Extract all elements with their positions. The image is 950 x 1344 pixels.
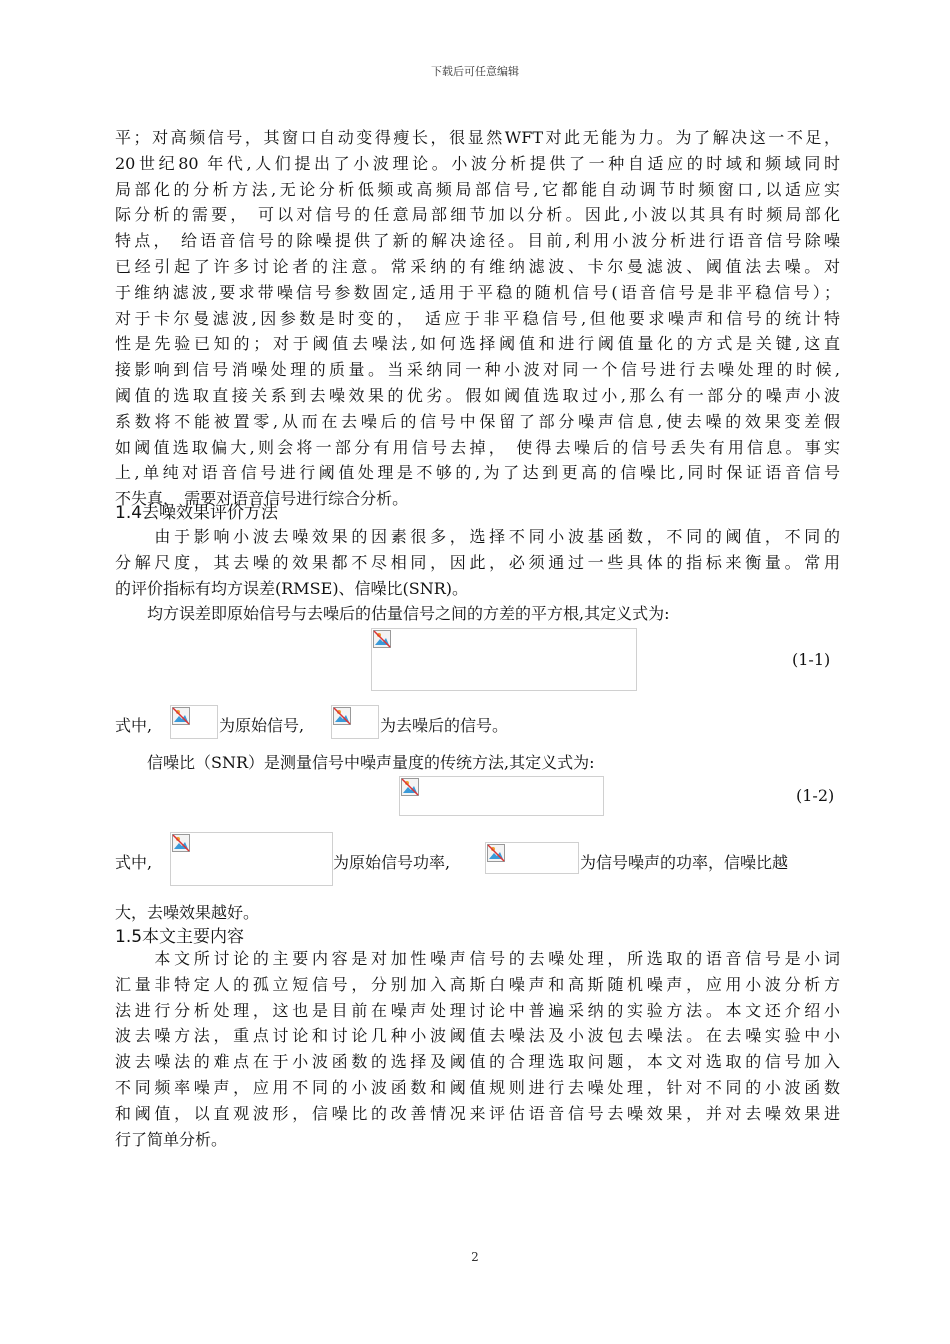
section-heading-1-5: 1.5本文主要内容: [115, 927, 245, 947]
para5-line: 法进行分析处理，这也是目前在噪声处理讨论中普遍采纳的实验方法。本文还介绍小: [115, 1000, 840, 1020]
para1-line: 性是先验已知的；对于阈值去噪法,如何选择阈值和进行阈值量化的方式是关键,这直: [115, 334, 840, 354]
para1-line: 阈值的选取直接关系到去噪效果的优劣。假如阈值选取过小,那么有一部分的噪声小波: [115, 385, 840, 405]
para1-line: 际分析的需要， 可以对信号的任意局部细节加以分析。因此,小波以其具有时频局部化: [115, 205, 840, 225]
para2-line: 分解尺度，其去噪的效果都不尽相同，因此，必须通过一些具体的指标来衡量。常用: [115, 552, 840, 572]
para5-line: 不同频率噪声，应用不同的小波函数和阈值规则进行去噪处理，针对不同的小波函数: [115, 1077, 840, 1097]
signal-power-symbol-image: [170, 832, 333, 886]
para1-line: 局部化的分析方法,无论分析低频或高频局部信号,它都能自动调节时频窗口,以适应实: [115, 179, 840, 199]
para5-line: 和阈值，以直观波形，信噪比的改善情况来评估语音信号去噪效果，并对去噪效果进: [115, 1103, 840, 1123]
para5-line: 波去噪方法，重点讨论和讨论几种小波阈值去噪法及小波包去噪法。在去噪实验中小: [115, 1026, 840, 1046]
broken-image-icon: [333, 707, 351, 725]
broken-image-icon: [401, 778, 419, 796]
para1-line: 于维纳滤波,要求带噪信号参数固定,适用于平稳的随机信号(语音信号是非平稳信号）；: [115, 282, 840, 302]
paragraph-evaluation: [115, 524, 840, 601]
section-heading-1-4: 1.4去噪效果评价方法: [115, 503, 279, 523]
para1-line: 接影响到信号消噪处理的质量。当采纳同一种小波对同一个信号进行去噪处理的时候,: [115, 360, 840, 380]
para5-line: 行了简单分析。: [115, 1129, 228, 1149]
equation-2-image: [399, 776, 604, 816]
where-1-middle: 为原始信号,: [219, 716, 305, 735]
where-2-prefix: 式中,: [115, 853, 153, 872]
para2-line: 的评价指标有均方误差(RMSE)、信噪比(SNR)。: [115, 578, 469, 598]
snr-definition-text: 信噪比（SNR）是测量信号中噪声量度的传统方法,其定义式为:: [115, 753, 595, 772]
original-signal-symbol-image: [170, 705, 218, 739]
para1-line: 平；对高频信号，其窗口自动变得瘦长，很显然WFT对此无能为力。为了解决这一不足，: [115, 128, 840, 147]
paragraph-intro: [115, 125, 840, 512]
para1-line: 上,单纯对语音信号进行阈值处理是不够的,为了达到更高的信噪比,同时保证语音信号: [115, 463, 840, 483]
para1-line: 如阈值选取偏大,则会将一部分有用信号去掉， 使得去噪后的信号丢失有用信息。事实: [115, 437, 840, 457]
page-number: 2: [471, 1250, 479, 1264]
where-1-suffix: 为去噪后的信号。: [380, 716, 509, 735]
broken-image-icon: [487, 844, 505, 862]
para5-line: 波去噪法的难点在于小波函数的选择及阈值的合理选取问题，本文对选取的信号加入: [115, 1052, 840, 1072]
noise-power-symbol-image: [485, 842, 579, 874]
para1-line: 已经引起了许多讨论者的注意。常采纳的有维纳滤波、卡尔曼滤波、阈值法去噪。对: [115, 256, 840, 276]
para5-line: 汇量非特定人的孤立短信号，分别加入高斯白噪声和高斯随机噪声，应用小波分析方: [115, 974, 840, 994]
page-header: 下载后可任意编辑: [431, 65, 519, 78]
equation-number-2: (1-2): [796, 786, 835, 805]
para5-line: 本文所讨论的主要内容是对加性噪声信号的去噪处理，所选取的语音信号是小词: [115, 949, 840, 968]
equation-number-1: (1-1): [792, 650, 831, 669]
equation-1-image: [371, 628, 637, 691]
para1-line: 不失真， 需要对语音信号进行综合分析。: [115, 489, 409, 509]
broken-image-icon: [172, 834, 190, 852]
para1-line: 特点， 给语音信号的除噪提供了新的解决途径。目前,利用小波分析进行语音信号除噪: [115, 231, 840, 251]
where-2-suffix: 为信号噪声的功率，信噪比越: [580, 853, 789, 872]
para1-line: 系数将不能被置零,从而在去噪后的信号中保留了部分噪声信息,使去噪的效果变差假: [115, 411, 840, 431]
where-2-middle: 为原始信号功率,: [333, 853, 451, 872]
where-2-continuation: 大，去噪效果越好。: [115, 903, 260, 922]
broken-image-icon: [172, 707, 190, 725]
paragraph-rmse-definition: [115, 601, 840, 627]
para1-line: 20世纪80 年代,人们提出了小波理论。小波分析提供了一种自适应的时域和频域同时: [115, 153, 840, 173]
para2-line: 由于影响小波去噪效果的因素很多，选择不同小波基函数，不同的阈值，不同的: [115, 527, 840, 546]
broken-image-icon: [373, 630, 391, 648]
where-1-prefix: 式中,: [115, 716, 153, 735]
paragraph-main-content: [115, 946, 840, 1152]
rmse-definition-text: 均方误差即原始信号与去噪后的估量信号之间的方差的平方根,其定义式为:: [115, 604, 670, 623]
denoised-signal-symbol-image: [331, 705, 379, 739]
paragraph-snr-definition: [115, 750, 840, 776]
para1-line: 对于卡尔曼滤波,因参数是时变的， 适应于非平稳信号,但他要求噪声和信号的统计特: [115, 308, 840, 328]
